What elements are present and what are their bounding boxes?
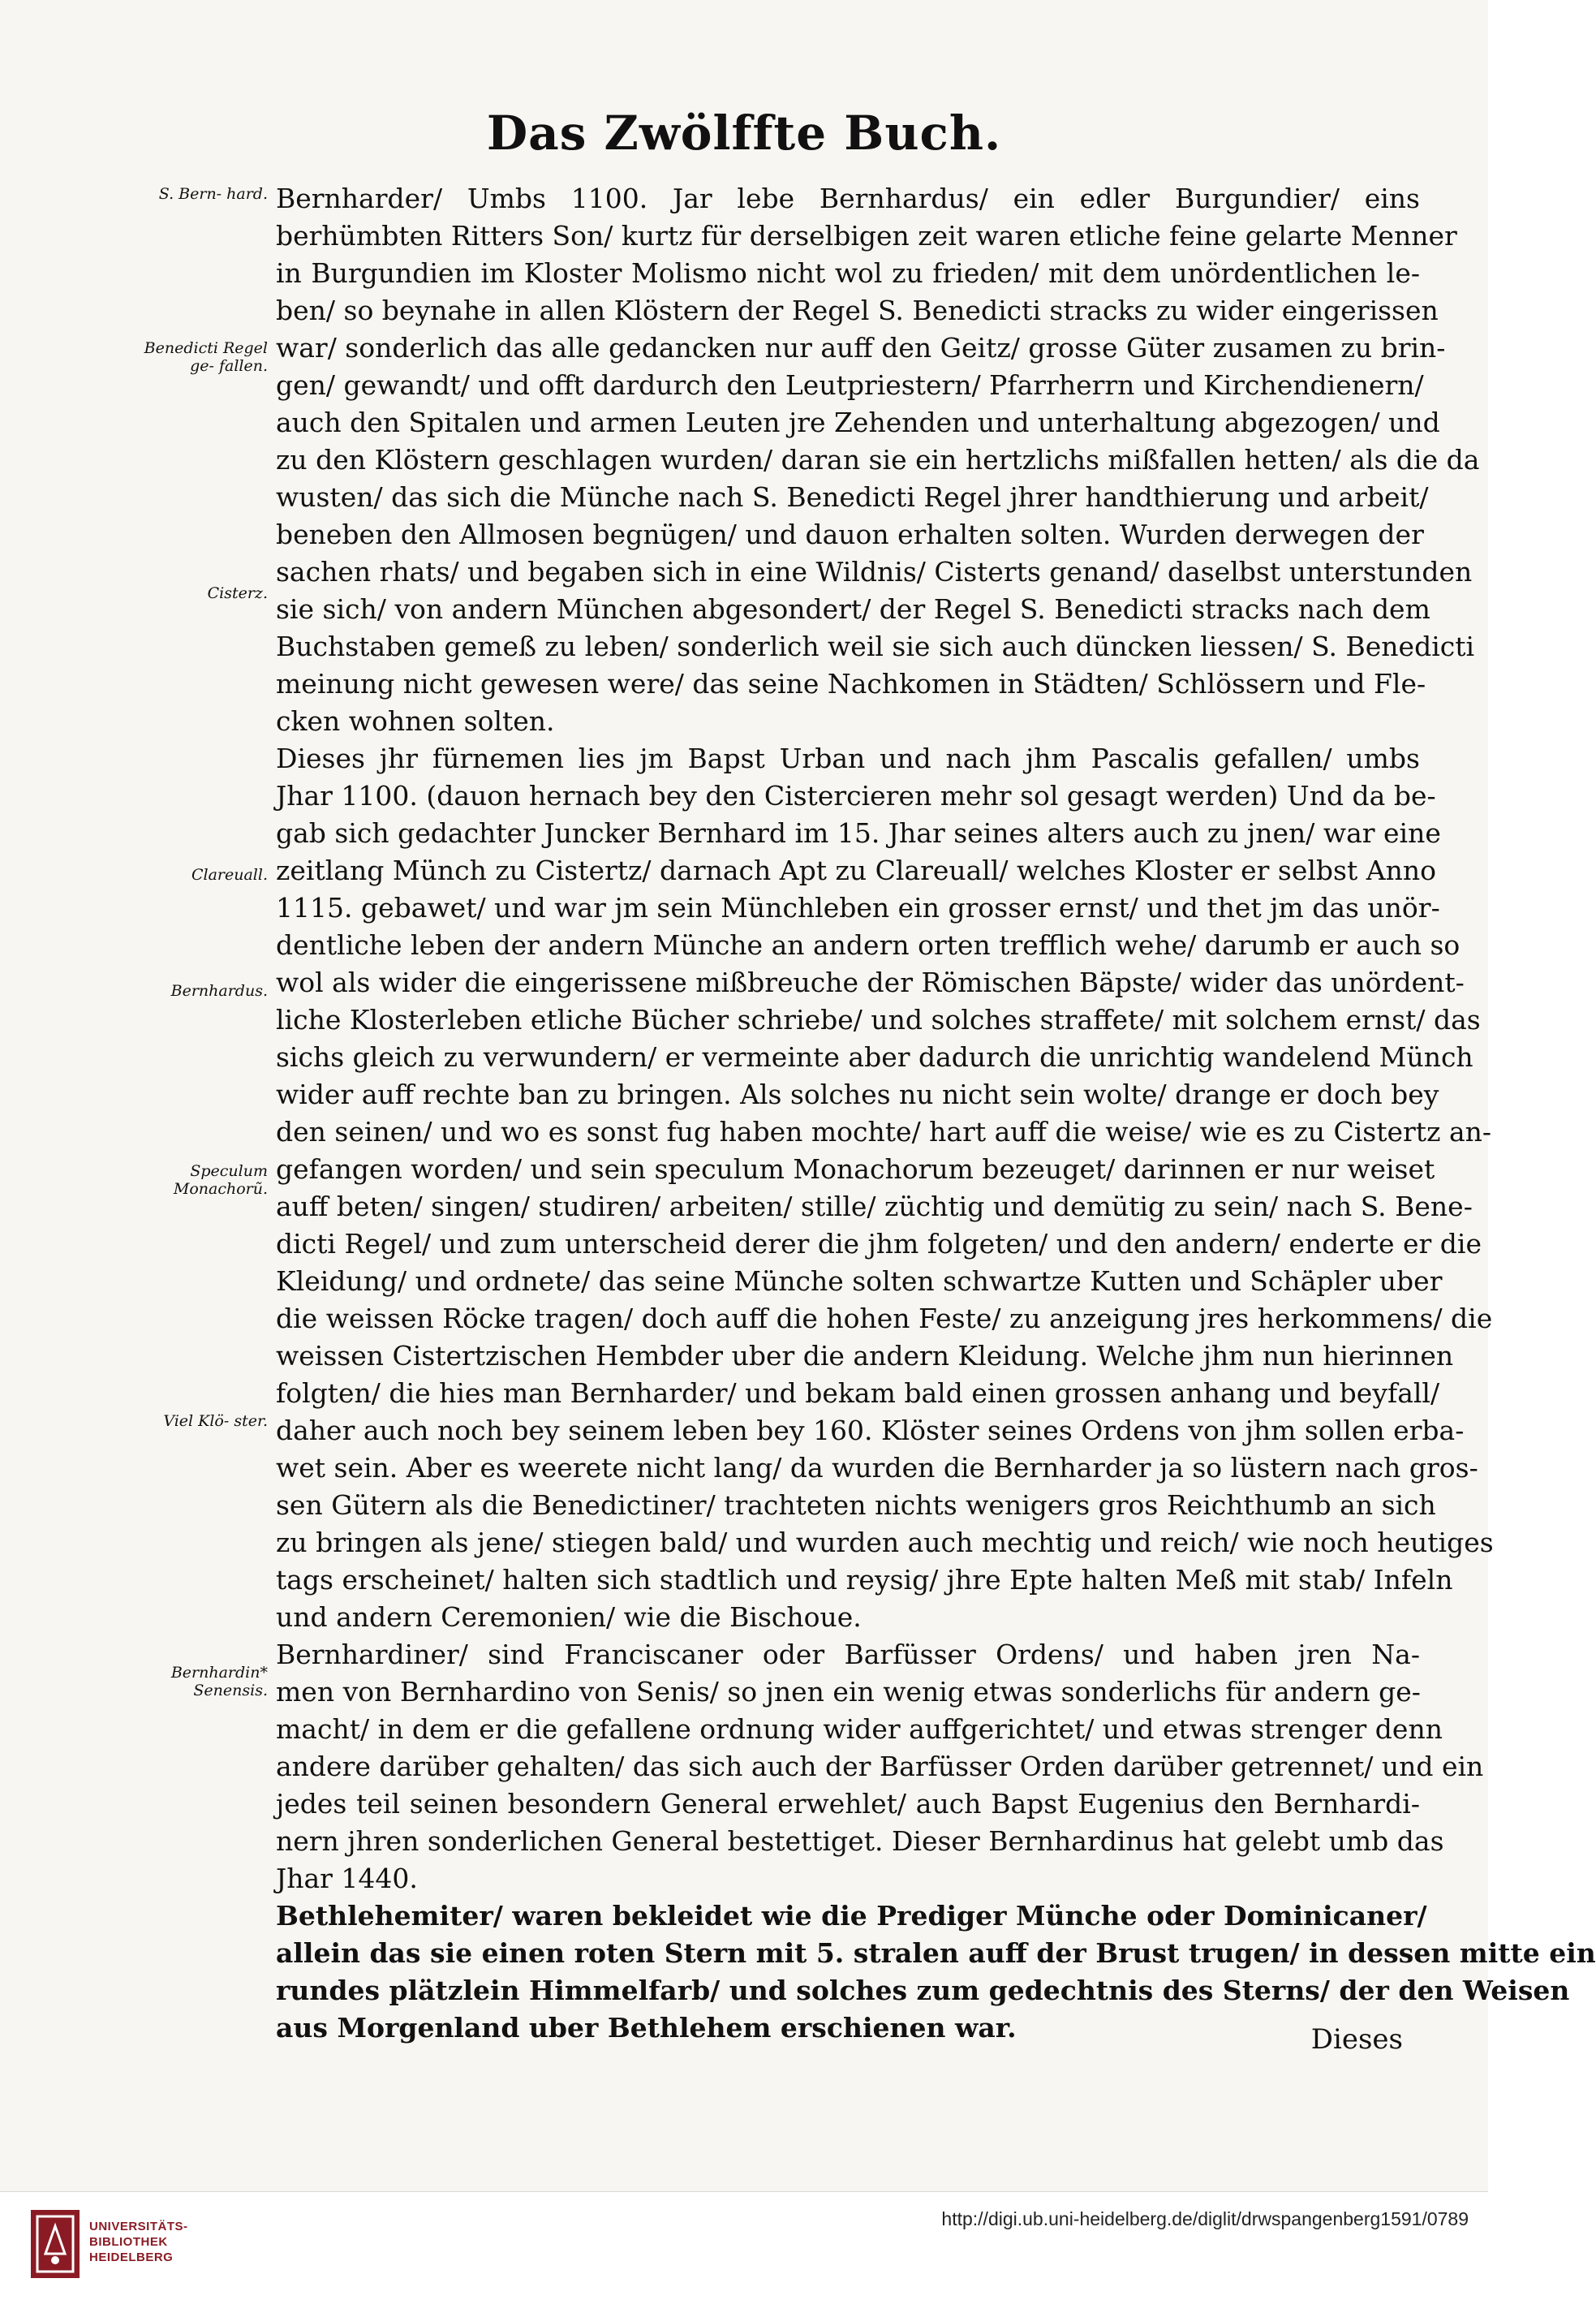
text-line: in Burgundien im Kloster Molismo nicht wol zu frieden/ mit dem unördentlichen le- [276,257,1420,289]
library-name-line: UNIVERSITÄTS- [89,2220,188,2233]
text-line: Jhar 1100. (dauon hernach bey den Cistercieren mehr sol gesagt werden) Und da be- [276,780,1436,812]
margin-note: Bernhardin* Senensis. [170,1664,268,1699]
text-line: zu den Klöstern geschlagen wurden/ daran sie ein hertzlichs mißfallen hetten/ als die da [276,444,1480,476]
text-line: meinung nicht gewesen were/ das seine Nachkomen in Städten/ Schlössern und Fle- [276,668,1426,700]
text-line: men von Bernhardino von Senis/ so jnen ein wenig etwas sonderlichs für andern ge- [276,1676,1421,1708]
text-line: berhümbten Ritters Son/ kurtz für derselbigen zeit waren etliche feine gelarte Menner [276,220,1457,252]
text-line: Bernhardiner/ sind Franciscaner oder Barfüsser Ordens/ und haben jren Na- [276,1639,1420,1670]
margin-note: Cisterz. [207,584,268,602]
text-line: zu bringen als jene/ stiegen bald/ und wurden auch mechtig und reich/ wie noch heutiges [276,1527,1494,1558]
text-line: sie sich/ von andern München abgesondert/ der Regel S. Benedicti stracks nach dem [276,593,1430,625]
catchword: Dieses [1310,2023,1403,2056]
margin-note: Bernhardus. [170,982,268,1000]
text-line: zeitlang Münch zu Cistertz/ darnach Apt zu Clareuall/ welches Kloster er selbst Anno [276,855,1436,886]
text-line: sachen rhats/ und begaben sich in eine Wildnis/ Cisterts genand/ daselbst unterstunden [276,556,1473,588]
text-line: Jhar 1440. [276,1863,418,1894]
text-line: daher auch noch bey seinem leben bey 160. Klöster seines Ordens von jhm sollen erba- [276,1415,1465,1446]
text-line: rundes plätzlein Himmelfarb/ und solches zum gedechtnis des Sterns/ der den Weisen [276,1975,1570,2006]
text-line: wusten/ das sich die Münche nach S. Benedicti Regel jhrer handthierung und arbeit/ [276,481,1429,513]
margin-note: S. Bern- hard. [158,185,268,203]
text-line: Kleidung/ und ordnete/ das seine Münche solten schwartze Kutten und Schäpler uber [276,1265,1443,1297]
text-line: gen/ gewandt/ und offt dardurch den Leutpriestern/ Pfarrherrn und Kirchendienern/ [276,369,1424,401]
footer-bar [0,2191,1488,2300]
library-name-line: BIBLIOTHEK [89,2235,168,2249]
text-line: folgten/ die hies man Bernharder/ und bekam bald einen grossen anhang und beyfall/ [276,1377,1440,1409]
text-line: sichs gleich zu verwundern/ er vermeinte aber dadurch die unrichtig wandelend Münch [276,1041,1473,1073]
margin-note: Clareuall. [191,866,268,884]
text-line: den seinen/ und wo es sonst fug haben mochte/ hart auff die weise/ wie es zu Cistertz an- [276,1116,1492,1148]
text-line: andere darüber gehalten/ das sich auch der Barfüsser Orden darüber getrennet/ und ein [276,1751,1484,1782]
text-line: macht/ in dem er die gefallene ordnung wider auffgerichtet/ und etwas strenger denn [276,1713,1443,1745]
text-line: 1115. gebawet/ und war jm sein Münchleben ein grosser ernst/ und thet jm das unör- [276,892,1440,924]
text-line: jedes teil seinen besondern General erwehlet/ auch Bapst Eugenius den Bernhardi- [276,1788,1420,1820]
text-line: gab sich gedachter Juncker Bernhard im 15. Jhar seines alters auch zu jnen/ war eine [276,817,1441,849]
text-line: weissen Cistertzischen Hembder uber die andern Kleidung. Welche jhm nun hierinnen [276,1340,1454,1372]
text-line: die weissen Röcke tragen/ doch auff die hohen Feste/ zu anzeigung jres herkommens/ die [276,1303,1493,1334]
text-line: aus Morgenland uber Bethlehem erschienen war. [276,2012,1017,2044]
text-line: Bernharder/ Umbs 1100. Jar lebe Bernhardus/ ein edler Burgundier/ eins [276,183,1420,214]
text-line: wol als wider die eingerissene mißbreuche der Römischen Bäpste/ wider das unördent- [276,967,1465,998]
text-line: war/ sonderlich das alle gedancken nur auff den Geitz/ grosse Güter zusamen zu brin- [276,332,1446,364]
text-line: dentliche leben der andern Münche an andern orten trefflich wehe/ darumb er auch so [276,929,1460,961]
text-line: Buchstaben gemeß zu leben/ sonderlich weil sie sich auch düncken liessen/ S. Benedicti [276,631,1475,662]
text-line: dicti Regel/ und zum unterscheid derer die jhm folgeten/ und den andern/ enderte er die [276,1228,1482,1260]
permalink-url[interactable]: http://digi.ub.uni-heidelberg.de/diglit/drwspangenberg1591/0789 [941,2208,1469,2229]
text-line: Bethlehemiter/ waren bekleidet wie die Prediger Münche oder Dominicaner/ [276,1900,1427,1932]
text-line: liche Klosterleben etliche Bücher schriebe/ und solches straffete/ mit solchem ernst/ das [276,1004,1481,1036]
margin-note: Benedicti Regel ge- fallen. [144,339,268,375]
text-line: tags erscheinet/ halten sich stadtlich und reysig/ jhre Epte halten Meß mit stab/ Infeln [276,1564,1453,1596]
text-line: nern jhren sonderlichen General bestettiget. Dieser Bernhardinus hat gelebt umb das [276,1825,1444,1857]
text-line: wet sein. Aber es weerete nicht lang/ da wurden die Bernharder ja so lüstern nach gros- [276,1452,1478,1484]
text-line: gefangen worden/ und sein speculum Monachorum bezeuget/ darinnen er nur weiset [276,1153,1435,1185]
text-line: und andern Ceremonien/ wie die Bischoue. [276,1601,862,1633]
text-line: wider auff rechte ban zu bringen. Als solches nu nicht sein wolte/ drange er doch bey [276,1079,1439,1110]
university-seal-icon [29,2208,81,2280]
page-header: Das Zwölffte Buch. [486,106,1002,161]
text-line: sen Gütern als die Benedictiner/ trachteten nichts wenigers gros Reichthumb an sich [276,1489,1436,1521]
margin-note: Speculum Monachorũ. [173,1162,268,1198]
text-line: ben/ so beynahe in allen Klöstern der Regel S. Benedicti stracks zu wider eingerissen [276,295,1439,326]
text-line: beneben den Allmosen begnügen/ und dauon erhalten solten. Wurden derwegen der [276,519,1424,550]
text-line: cken wohnen solten. [276,705,555,737]
text-line: auch den Spitalen und armen Leuten jre Zehenden und unterhaltung abgezogen/ und [276,407,1440,438]
margin-note: Viel Klö- ster. [163,1412,268,1430]
text-line: auff beten/ singen/ studiren/ arbeiten/ stille/ züchtig und demütig zu sein/ nach S. Bene- [276,1191,1473,1222]
text-line: allein das sie einen roten Stern mit 5. stralen auff der Brust trugen/ in dessen mitte ein [276,1937,1596,1969]
library-name-line: HEIDELBERG [89,2250,174,2264]
text-line: Dieses jhr fürnemen lies jm Bapst Urban und nach jhm Pascalis gefallen/ umbs [276,743,1420,774]
library-name [89,2219,188,2265]
